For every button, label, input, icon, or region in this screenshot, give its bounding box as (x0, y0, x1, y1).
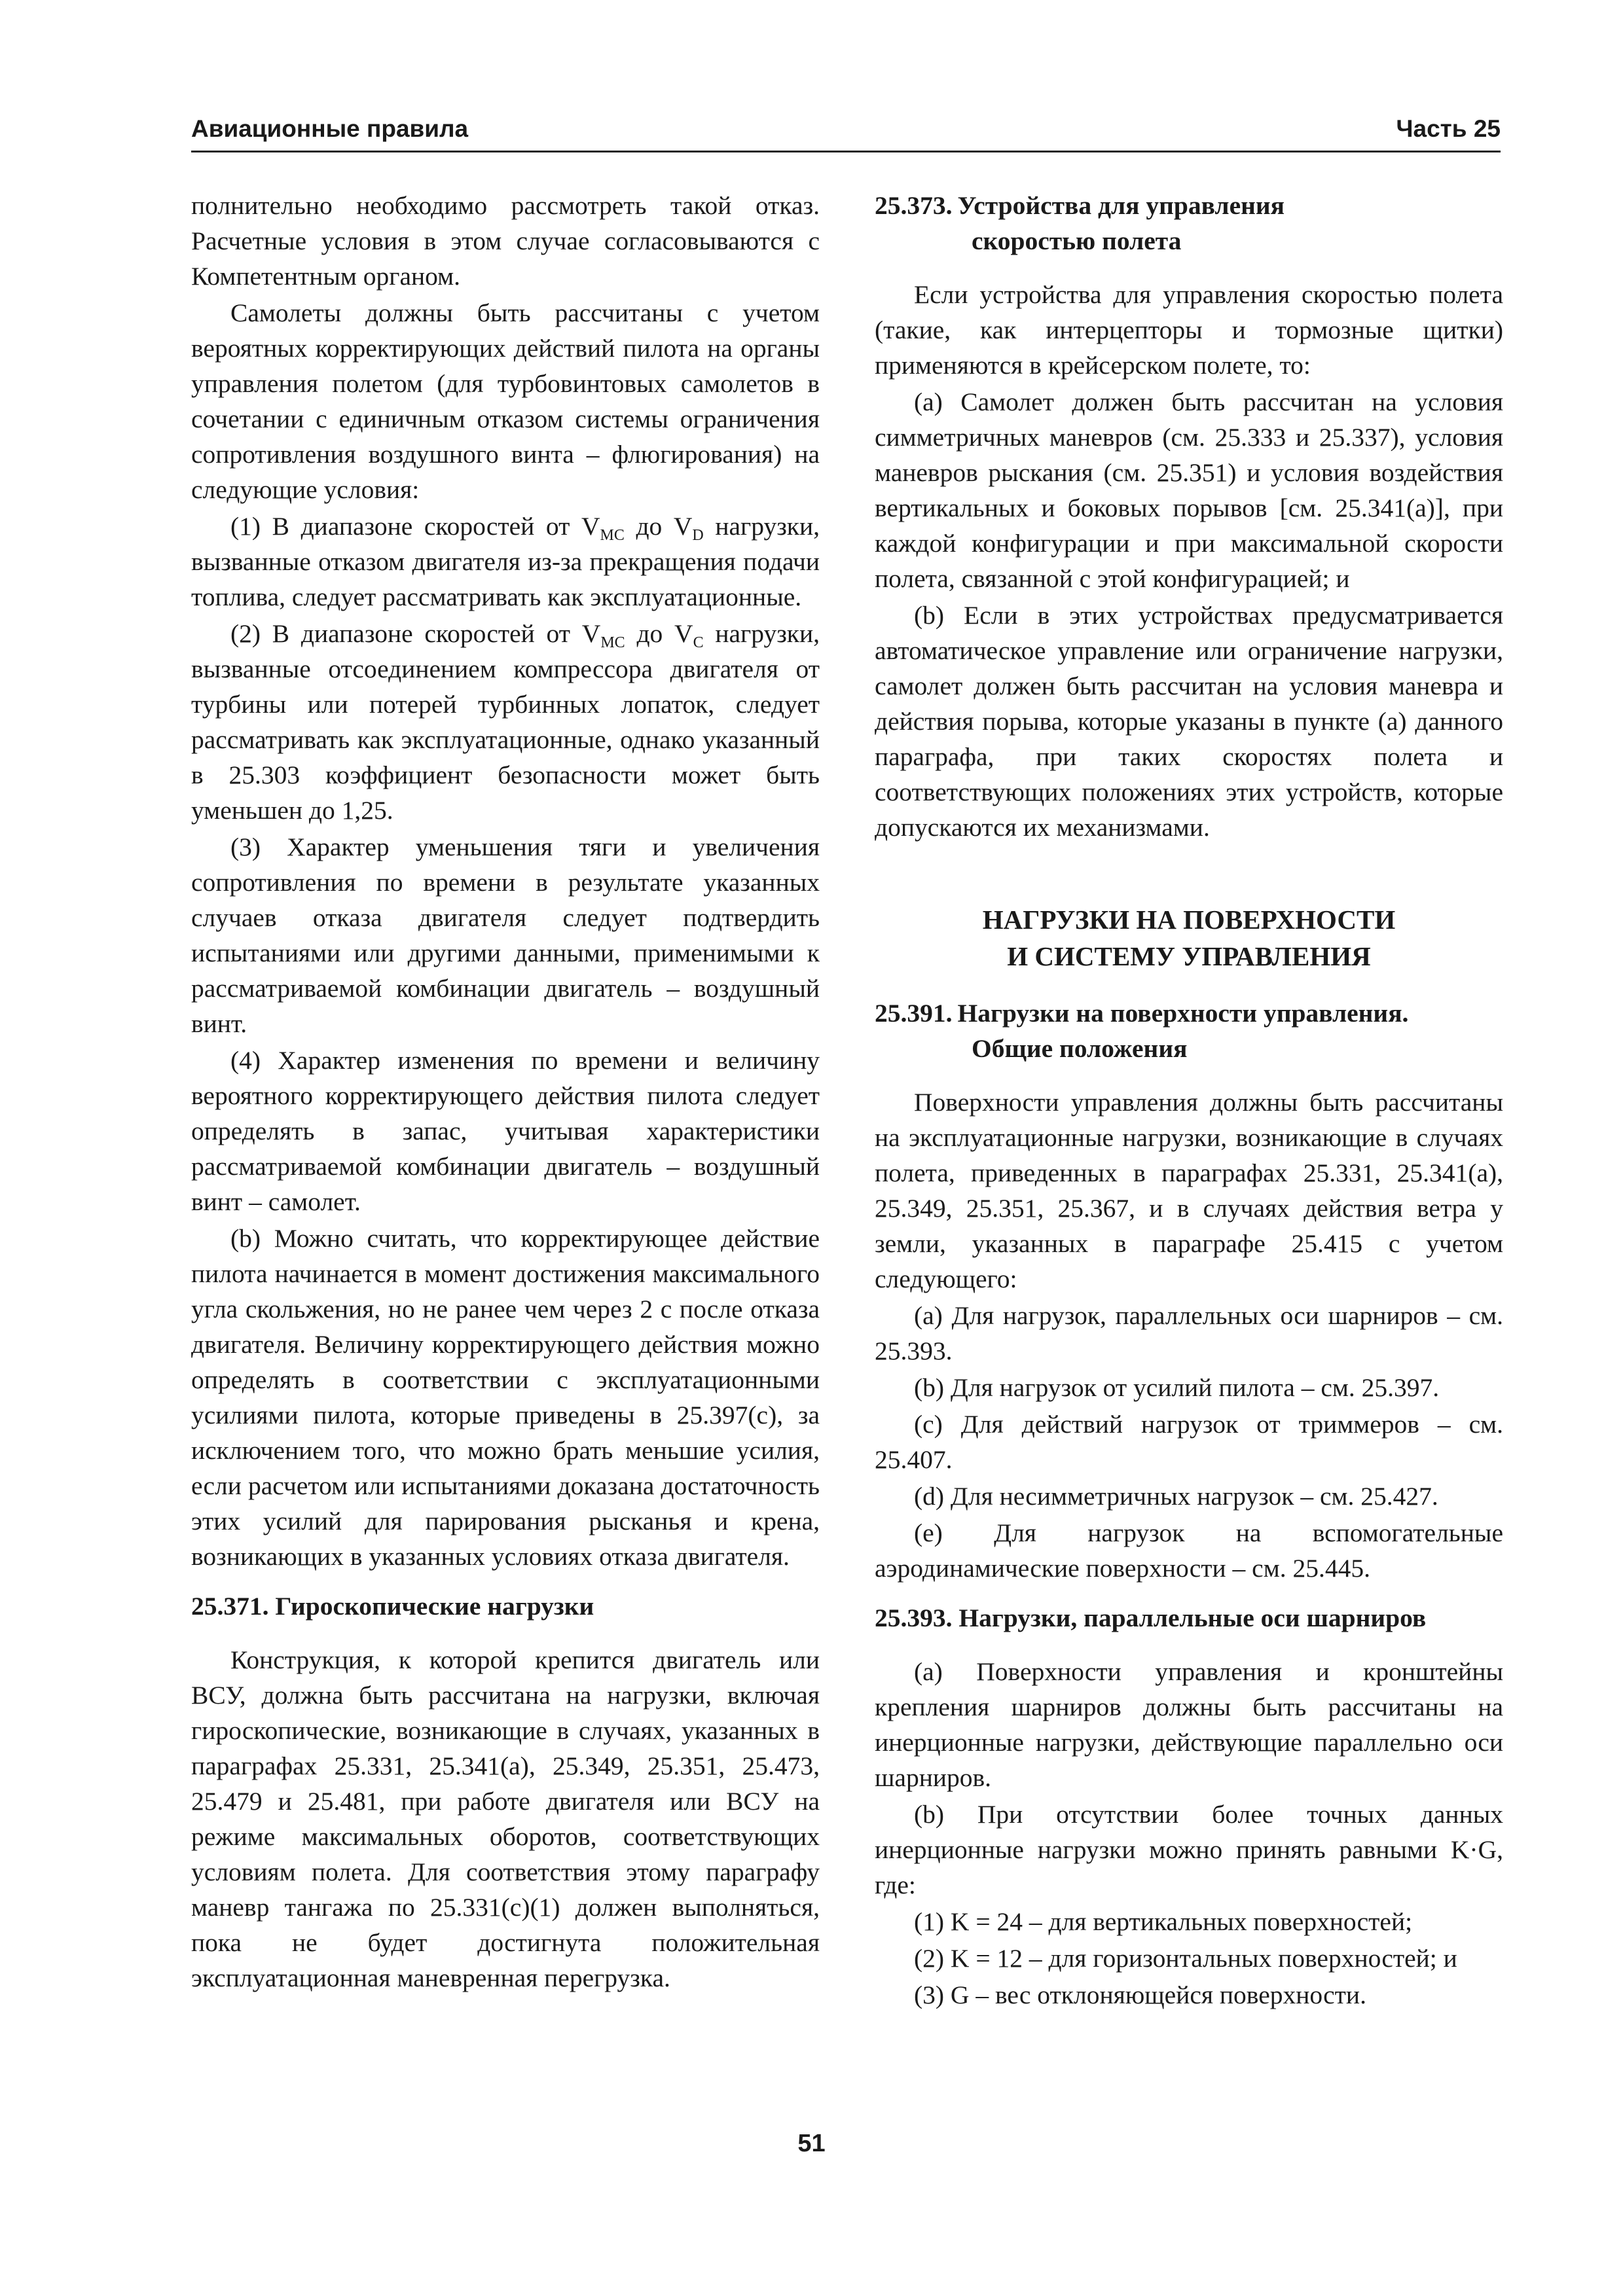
paragraph: Самолеты должны быть рассчитаны с учетом вероятных корректирующих действий пилота на органы управления полетом (для турбовинтовых самолетов в сочетании с единичным отказом системы ограничения сопротивления воздушного винта – флюгирования) на следующие условия: (191, 298, 820, 504)
running-header (191, 113, 1501, 152)
paragraph: (d) Для несимметричных нагрузок – см. 25.427. (914, 1482, 1438, 1511)
paragraph: (a) Поверхности управления и кронштейны крепления шарниров должны быть рассчитаны на инерционные нагрузки, действующие параллельно оси шарниров. (875, 1657, 1503, 1792)
page-number: 51 (797, 2130, 826, 2157)
left-column (191, 188, 820, 1997)
paragraph: Если устройства для управления скоростью полета (такие, как интерцепторы и тормозные щитки) применяются в крейсерском полете, то: (875, 280, 1503, 380)
paragraph: Конструкция, к которой крепится двигатель или ВСУ, должна быть рассчитана на нагрузки, включая гироскопические, возникающие в случаях, указанных в параграфах 25.331, 25.341(a), 25.349, 25.351, 25.473, 25.479 и 25.481, при работе двигателя или ВСУ на режиме максимальных оборотов, соответствующих условиям полета. Для соответствия этому параграфу маневр тангажа по 25.331(c)(1) должен выполняться, пока не будет достигнута положительная эксплуатационная маневренная перегрузка. (191, 1645, 820, 1992)
paragraph: (4) Характер изменения по времени и величину вероятного корректирующего действия пилота следует определять в запас, учитывая характеристики рассматриваемой комбинации двигатель – воздушный винт – самолет. (191, 1046, 820, 1216)
paragraph: (e) Для нагрузок на вспомогательные аэродинамические поверхности – см. 25.445. (875, 1518, 1503, 1583)
chapter-heading: НАГРУЗКИ НА ПОВЕРХНОСТИ И СИСТЕМУ УПРАВЛЕНИЯ (982, 905, 1396, 971)
paragraph: (а) Самолет должен быть рассчитан на условия симметричных маневров (см. 25.333 и 25.337), условия маневров рыскания (см. 25.351) и условия воздействия вертикальных и боковых порывов [см. 25.341(a)], при каждой конфигурации и при максимальной скорости полета, связанной с этой конфигурацией; и (875, 387, 1503, 593)
section-heading-25-371: 25.371. Гироскопические нагрузки (191, 1592, 594, 1621)
header-part: Часть 25 (1396, 115, 1501, 142)
header-title: Авиационные правила (191, 115, 469, 142)
paragraph: (c) Для действий нагрузок от триммеров – см. 25.407. (875, 1410, 1503, 1474)
paragraph: (1) В диапазоне скоростей от $V_{MC}$ до $V_D$ нагрузки, вызванные отказом двигателя из-за прекращения подачи топлива, следует рассматривать как эксплуатационные. (191, 512, 820, 611)
paragraph: (2) В диапазоне скоростей от $V_{MC}$ до $V_C$ нагрузки, вызванные отсоединением компрессора двигателя от турбины или потерей турбинных лопаток, следует рассматривать как эксплуатационные, однако указанный в 25.303 коэффициент безопасности может быть уменьшен до 1,25. (191, 619, 820, 825)
right-column (875, 188, 1503, 2014)
paragraph: (2) K = 12 – для горизонтальных поверхностей; и (914, 1944, 1457, 1973)
paragraph: (3) Характер уменьшения тяги и увеличения сопротивления по времени в результате указанных случаев отказа двигателя следует подтвердить испытаниями или другими данными, применимыми к рассматриваемой комбинации двигатель – воздушный винт. (191, 833, 820, 1038)
paragraph: (b) При отсутствии более точных данных инерционные нагрузки можно принять равными K·G, где: (875, 1800, 1503, 1899)
paragraph: (а) Для нагрузок, параллельных оси шарниров – см. 25.393. (875, 1301, 1503, 1365)
section-heading-25-393: 25.393. Нагрузки, параллельные оси шарниров (875, 1604, 1427, 1632)
paragraph: (b) Для нагрузок от усилий пилота – см. 25.397. (914, 1373, 1440, 1402)
section-heading-25-391: 25.391. Нагрузки на поверхности управления. Общие положения (875, 999, 1409, 1063)
paragraph: (b) Если в этих устройствах предусматривается автоматическое управление или ограничение нагрузки, самолет должен быть рассчитан на условия маневра и действия порыва, которые указаны в пункте (а) данного параграфа, при таких скоростях полета и соответствующих положениях этих устройств, которые допускаются их механизмами. (875, 601, 1503, 842)
paragraph: Поверхности управления должны быть рассчитаны на эксплуатационные нагрузки, возникающие в случаях полета, приведенных в параграфах 25.331, 25.341(a), 25.349, 25.351, 25.367, и в случаях действия ветра у земли, указанных в параграфе 25.415 с учетом следующего: (875, 1088, 1503, 1293)
paragraph: (3) G – вес отклоняющейся поверхности. (914, 1981, 1366, 2009)
paragraph: (1) K = 24 – для вертикальных поверхностей; (914, 1907, 1413, 1936)
section-heading-25-373: 25.373. Устройства для управления скоростью полета (875, 191, 1285, 255)
paragraph: полнительно необходимо рассмотреть такой отказ. Расчетные условия в этом случае согласовываются с Компетентным органом. (191, 191, 820, 291)
paragraph: (b) Можно считать, что корректирующее действие пилота начинается в момент достижения максимального угла скольжения, но не ранее чем через 2 с после отказа двигателя. Величину корректирующего действия можно определять в соответствии с эксплуатационными усилиями пилота, которые приведены в 25.397(с), за исключением того, что можно брать меньшие усилия, если расчетом или испытаниями доказана достаточность этих усилий для парирования рысканья и крена, возникающих в указанных условиях отказа двигателя. (191, 1224, 820, 1571)
